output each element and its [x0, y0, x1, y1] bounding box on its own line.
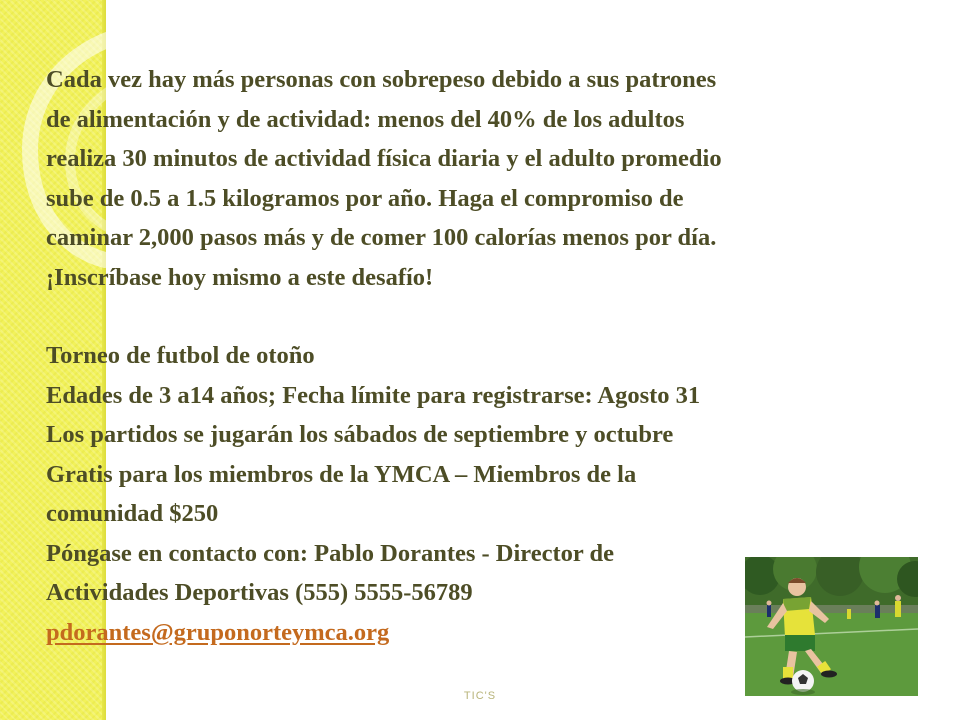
- tournament-ages-deadline: Edades de 3 a14 años; Fecha límite para registrarse: Agosto 31: [46, 381, 701, 409]
- tournament-price-line-1: Gratis para los miembros de la YMCA – Miembros de la: [46, 460, 637, 488]
- intro-line-2: de alimentación y de actividad: menos del 40% de los adultos: [46, 105, 685, 133]
- contact-email-link[interactable]: pdorantes@gruponorteymca.org: [46, 618, 390, 646]
- tournament-contact-line-2: Actividades Deportivas (555) 5555-56789: [46, 579, 473, 606]
- soccer-photo: [745, 557, 918, 696]
- tournament-title: Torneo de futbol de otoño: [46, 342, 315, 369]
- intro-line-5: caminar 2,000 pasos más y de comer 100 calorías menos por día.: [46, 224, 717, 251]
- soccer-photo-icon: [745, 557, 918, 696]
- intro-line-4: sube de 0.5 a 1.5 kilogramos por año. Haga el compromiso de: [46, 184, 684, 212]
- intro-line-6: ¡Inscríbase hoy mismo a este desafío!: [46, 263, 434, 291]
- tournament-schedule: Los partidos se jugarán los sábados de septiembre y octubre: [46, 421, 674, 448]
- slide-footer: TIC'S: [463, 690, 497, 702]
- tournament-contact-line-1: Póngase en contacto con: Pablo Dorantes - Director de: [46, 539, 614, 567]
- intro-line-3: realiza 30 minutos de actividad física diaria y el adulto promedio: [46, 145, 722, 172]
- tournament-price-line-2: comunidad $250: [46, 500, 219, 527]
- intro-line-1: Cada vez hay más personas con sobrepeso debido a sus patrones: [46, 66, 717, 93]
- paragraph-gap: [46, 297, 926, 336]
